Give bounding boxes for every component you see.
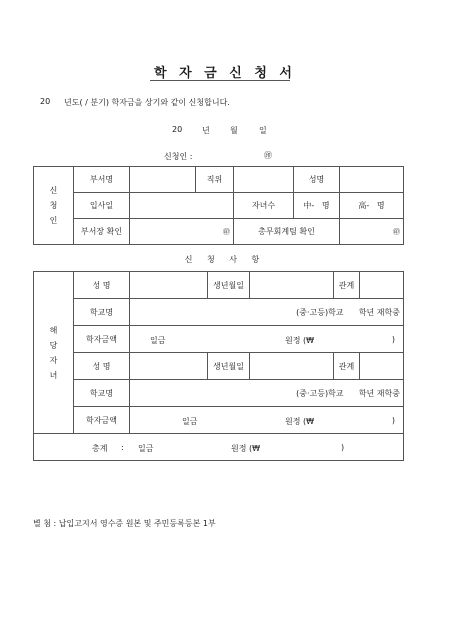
date-month: 월 <box>230 126 238 135</box>
attachment-note: 별 첨 : 납입고지서 영수증 원본 및 주민등록등본 1부 <box>33 519 216 528</box>
child1-school-field[interactable]: (중·고등)학교 학년 재학중 <box>130 299 404 326</box>
child2-name-label: 성 명 <box>74 353 130 380</box>
name-field[interactable] <box>340 167 404 193</box>
child1-amount-label: 학자금액 <box>74 326 130 353</box>
child1-birth-label: 생년월일 <box>208 272 250 299</box>
total-close: ) <box>341 443 345 452</box>
name-label: 성명 <box>294 167 340 193</box>
child2-birth-field[interactable] <box>250 353 334 380</box>
applicant-table <box>33 166 404 245</box>
applicant-seal-icon: ㊞ <box>264 151 272 160</box>
accounting-label: 총무회계팀 확인 <box>234 219 340 245</box>
total-row[interactable] <box>34 434 404 461</box>
hire-date-label: 입사일 <box>74 193 130 219</box>
date-prefix: 20 <box>172 125 183 134</box>
section2-title: 신 청 사 항 <box>184 255 266 264</box>
child1-amount-field[interactable]: 일금 원정 (₩ ) <box>130 326 404 353</box>
dept-head-label: 부서장 확인 <box>74 219 130 245</box>
children-label: 자녀수 <box>234 193 294 219</box>
child2-birth-label: 생년월일 <box>208 353 250 380</box>
children-table <box>33 271 404 461</box>
dept-field[interactable] <box>130 167 196 193</box>
total-ilgeum: 일금 <box>138 444 154 453</box>
child1-relation-label: 관계 <box>334 272 360 299</box>
total-label: 총계 <box>92 444 108 453</box>
child1-name-label: 성 명 <box>74 272 130 299</box>
child1-relation-field[interactable] <box>360 272 404 299</box>
form-title: 학 자 금 신 청 서 <box>154 66 296 81</box>
child2-relation-label: 관계 <box>334 353 360 380</box>
child2-relation-field[interactable] <box>360 353 404 380</box>
accounting-field[interactable] <box>340 219 404 245</box>
dept-head-field[interactable] <box>130 219 234 245</box>
child1-name-field[interactable] <box>130 272 208 299</box>
intro-text: 년도( / 분기) 학자금을 상기와 같이 신청합니다. <box>64 98 230 107</box>
high-count[interactable]: 高- 명 <box>340 193 404 219</box>
title-underline <box>150 80 290 81</box>
child1-birth-field[interactable] <box>250 272 334 299</box>
dept-label: 부서명 <box>74 167 130 193</box>
date-year: 년 <box>202 126 210 135</box>
middle-count[interactable]: 中- 명 <box>294 193 340 219</box>
dept-head-seal-icon: ㊞ <box>223 227 230 236</box>
position-label: 직위 <box>196 167 234 193</box>
applicant-side-label: 신 청 인 <box>34 167 74 245</box>
child2-amount-label: 학자금액 <box>74 407 130 434</box>
children-side-label: 해 당 자 녀 <box>34 272 74 434</box>
applicant-label: 신청인 : <box>164 152 193 161</box>
hire-date-field[interactable] <box>130 193 234 219</box>
child2-amount-field[interactable]: 일금 원정 (₩ ) <box>130 407 404 434</box>
total-colon: : <box>121 443 124 452</box>
intro-year-prefix: 20 <box>40 97 51 106</box>
position-field[interactable] <box>234 167 294 193</box>
accounting-seal-icon: ㊞ <box>393 227 400 236</box>
child2-name-field[interactable] <box>130 353 208 380</box>
child2-school-label: 학교명 <box>74 380 130 407</box>
total-won: 원정 (₩ <box>231 444 261 453</box>
date-day: 일 <box>259 126 267 135</box>
child2-school-field[interactable]: (중·고등)학교 학년 재학중 <box>130 380 404 407</box>
child1-school-label: 학교명 <box>74 299 130 326</box>
